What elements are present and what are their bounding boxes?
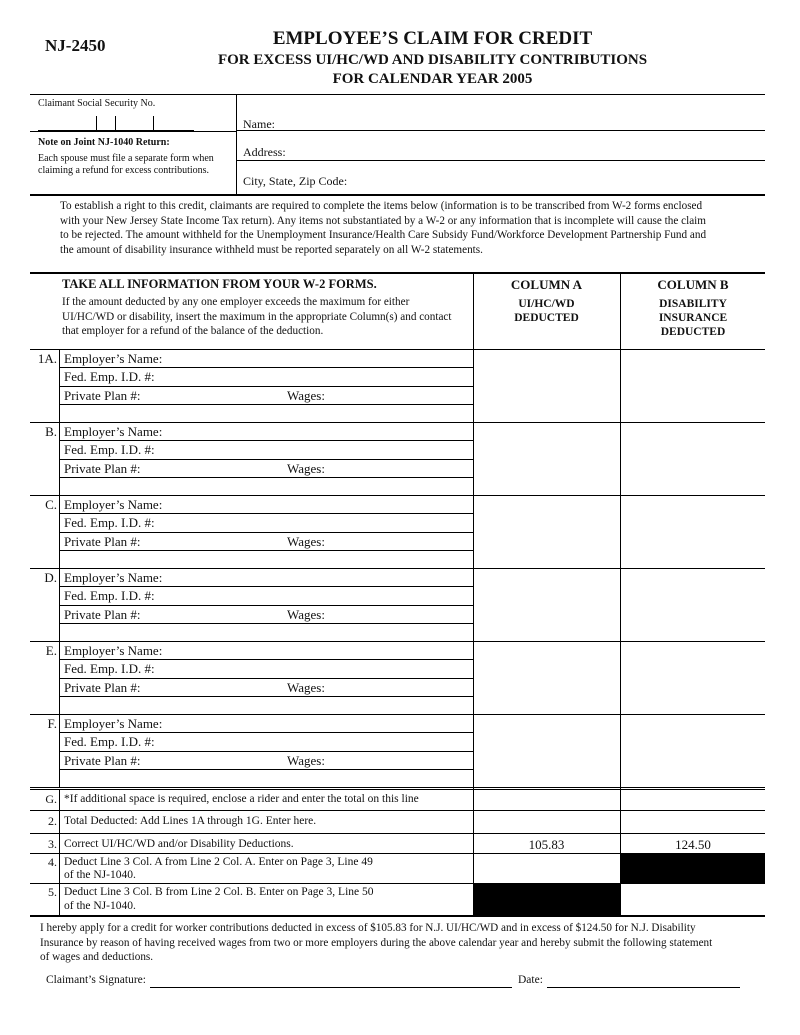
column-a-title: COLUMN A [510,277,583,292]
employer-name-label: Employer’s Name: [64,424,163,439]
wages-field[interactable] [335,751,470,769]
wages-label: Wages: [287,679,325,695]
wages-field[interactable] [335,459,470,477]
line-5-col-b-field[interactable] [621,884,765,915]
city-state-zip-label: City, State, Zip Code: [243,174,348,188]
fein-field[interactable] [170,367,470,385]
note-line: If the amount deducted by any one employer exceeds the maximum for either [62,296,410,308]
wages-label: Wages: [287,533,325,549]
line-g-col-b-field[interactable] [621,790,765,810]
line-5-label: 5. [48,885,57,899]
employer-name-label: Employer’s Name: [64,570,163,585]
row-divider [59,696,473,697]
form-subtitle: FOR EXCESS UI/HC/WD AND DISABILITY CONTRIBUTIONS [217,52,648,68]
column-a-amount-field[interactable] [474,715,620,786]
column-b-subtitle: INSURANCE [658,312,728,324]
certification-line: Insurance by reason of having received wages from two or more employers during the above calendar year and hereby submit the following statement [40,936,713,949]
line-4-label: 4. [48,855,57,869]
column-a-amount-field[interactable] [474,496,620,567]
table-bottom-border [30,915,765,917]
private-plan-label: Private Plan #: [64,679,141,695]
column-b-amount-field[interactable] [621,423,765,494]
wages-field[interactable] [335,532,470,550]
note-line: UI/HC/WD or disability, insert the maximum in the appropriate Column(s) and contact [62,310,452,323]
row-divider [59,550,473,551]
line-4-text: Deduct Line 3 Col. A from Line 2 Col. A. Enter on Page 3, Line 49 [64,856,373,868]
column-b-amount-field[interactable] [621,715,765,786]
employer-line-label: C. [45,497,57,512]
table-top-border [30,272,765,274]
date-label: Date: [518,974,543,986]
employer-name-field[interactable] [170,495,470,513]
private-plan-field[interactable] [170,605,280,623]
fein-label: Fed. Emp. I.D. #: [64,515,155,531]
row-divider [59,477,473,478]
maximum-note [62,295,470,339]
divider [30,131,236,132]
private-plan-field[interactable] [170,532,280,550]
line-4-col-b-blocked [621,854,765,883]
wages-field[interactable] [335,678,470,696]
fein-label: Fed. Emp. I.D. #: [64,442,155,458]
private-plan-field[interactable] [170,459,280,477]
instructions-line: To establish a right to this credit, claimants are required to complete the items below (information is to be transcribed from W-2 forms enclosed [60,200,703,212]
take-all-heading: TAKE ALL INFORMATION FROM YOUR W-2 FORMS. [62,277,377,291]
divider [236,130,765,131]
fein-label: Fed. Emp. I.D. #: [64,369,155,385]
column-a-amount-field[interactable] [474,350,620,421]
address-field[interactable] [300,140,760,158]
fein-field[interactable] [170,440,470,458]
column-b-amount-field[interactable] [621,642,765,713]
row-divider [59,623,473,624]
form-title: EMPLOYEE’S CLAIM FOR CREDIT [272,28,593,49]
column-a-subtitle: DEDUCTED [514,312,579,324]
employer-name-field[interactable] [170,714,470,732]
instructions-line: to be rejected. The amount withheld for the Unemployment Insurance/Health Care Subsidy Fund/Workforce Development Partnership Fund and [60,229,707,241]
ssn-field[interactable] [38,116,194,130]
line-3-label: 3. [48,837,57,851]
column-a-amount-field[interactable] [474,642,620,713]
fein-field[interactable] [170,732,470,750]
line-2-col-b-field[interactable] [621,811,765,833]
line-5-col-a-blocked [474,884,620,915]
column-a-subtitle: UI/HC/WD [518,298,575,310]
employer-name-field[interactable] [170,422,470,440]
column-b-amount-field[interactable] [621,350,765,421]
fein-label: Fed. Emp. I.D. #: [64,661,155,677]
divider [236,94,237,194]
ssn-separator [96,116,97,130]
ssn-separator [115,116,116,130]
fein-field[interactable] [170,659,470,677]
divider [30,94,765,95]
private-plan-label: Private Plan #: [64,752,141,768]
form-id: NJ-2450 [45,36,106,55]
employer-line-label: D. [44,570,57,585]
employer-name-label: Employer’s Name: [64,716,163,731]
ssn-separator [153,116,154,130]
line-2-col-a-field[interactable] [474,811,620,833]
employer-name-label: Employer’s Name: [64,351,163,366]
column-a-amount-field[interactable] [474,423,620,494]
line-g-text: *If additional space is required, enclose a rider and enter the total on this line [64,793,419,805]
column-b-title: COLUMN B [657,277,729,292]
instructions-line: the amount of disability insurance withheld must be reported separately on all W-2 statements. [60,243,483,256]
employer-name-label: Employer’s Name: [64,497,163,512]
employer-line-label: E. [45,643,57,658]
private-plan-label: Private Plan #: [64,533,141,549]
instructions-line: with your New Jersey State Income Tax return). Any items not substantiated by a W-2 or any information that is incomplete will cause the claim [60,214,706,227]
wages-label: Wages: [287,606,325,622]
line-g-col-a-field[interactable] [474,790,620,810]
column-b-subtitle: DEDUCTED [660,326,726,338]
certification-line: I hereby apply for a credit for worker contributions deducted in excess of $105.83 for N.J. UI/HC/WD and in excess of $124.50 for N.J. Disability [40,922,696,934]
row-divider [59,769,473,770]
employer-name-field[interactable] [170,349,470,367]
private-plan-label: Private Plan #: [64,606,141,622]
private-plan-label: Private Plan #: [64,387,141,403]
private-plan-field[interactable] [170,751,280,769]
wages-label: Wages: [287,460,325,476]
line-4-col-a-field[interactable] [474,854,620,883]
label-divider [59,789,60,915]
employer-line-label: 1A. [37,351,57,366]
wages-field[interactable] [335,386,470,404]
private-plan-field[interactable] [170,678,280,696]
private-plan-label: Private Plan #: [64,460,141,476]
column-b-amount-field[interactable] [621,496,765,567]
name-field[interactable] [290,112,760,130]
note-line: that employer for a refund of the balance of the deduction. [62,325,324,337]
date-field[interactable] [547,975,740,988]
certification-statement [40,921,762,965]
city-state-zip-field[interactable] [360,170,760,188]
line-3-text: Correct UI/HC/WD and/or Disability Deductions. [64,838,294,850]
divider [30,833,765,834]
address-label: Address: [243,145,286,159]
line-4-text: of the NJ-1040. [64,869,136,881]
signature-label: Claimant’s Signature: [46,974,146,986]
fein-field[interactable] [170,586,470,604]
line-g-label: G. [45,792,57,806]
joint-note-text: Each spouse must file a separate form when [38,153,214,164]
signature-field[interactable] [150,975,512,988]
joint-note-title: Note on Joint NJ-1040 Return: [38,137,170,148]
line-2-label: 2. [48,814,57,828]
line-3-col-a-value: 105.83 [528,837,565,852]
fein-label: Fed. Emp. I.D. #: [64,588,155,604]
wages-label: Wages: [287,387,325,403]
employer-line-label: B. [45,424,57,439]
instructions [60,199,766,257]
line-5-text: of the NJ-1040. [64,900,136,912]
employer-name-label: Employer’s Name: [64,643,163,658]
name-label: Name: [243,117,275,131]
joint-note-text: claiming a refund for excess contributions. [38,165,210,176]
ssn-label: Claimant Social Security No. [38,98,156,109]
column-a-amount-field[interactable] [474,569,620,640]
wages-label: Wages: [287,752,325,768]
line-3-col-b-value: 124.50 [675,837,711,852]
private-plan-field[interactable] [170,386,280,404]
fein-label: Fed. Emp. I.D. #: [64,734,155,750]
line-2-text: Total Deducted: Add Lines 1A through 1G. Enter here. [64,815,317,827]
form-year: FOR CALENDAR YEAR 2005 [332,71,533,87]
line-5-text: Deduct Line 3 Col. B from Line 2 Col. B. Enter on Page 3, Line 50 [64,886,374,898]
employer-name-field[interactable] [170,641,470,659]
certification-line: of wages and deductions. [40,951,154,963]
employer-line-label: F. [47,716,57,731]
divider [30,787,765,788]
divider [30,194,765,196]
column-b-amount-field[interactable] [621,569,765,640]
column-b-subtitle: DISABILITY [659,298,727,310]
divider [236,160,765,161]
employer-name-field[interactable] [170,568,470,586]
fein-field[interactable] [170,513,470,531]
row-divider [59,404,473,405]
wages-field[interactable] [335,605,470,623]
